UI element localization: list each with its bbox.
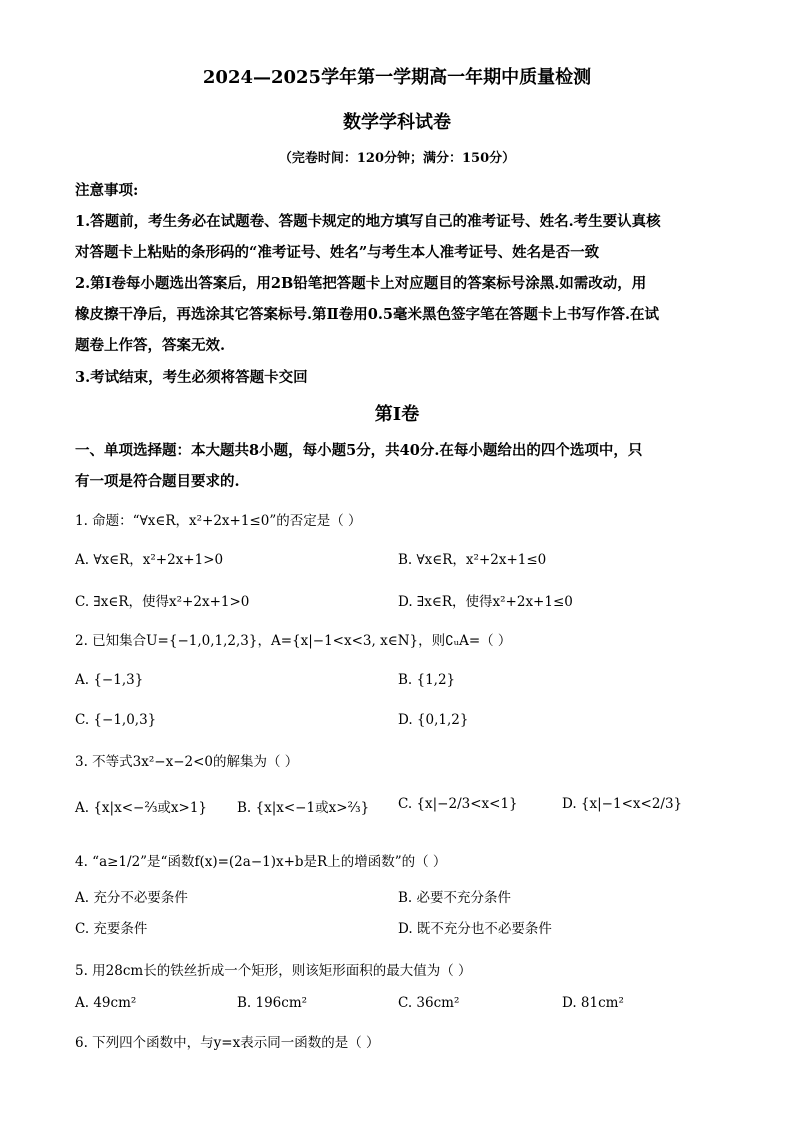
notice-item-1-line-2: 对答题卡上粘贴的条形码的“准考证号、姓名”与考生本人准考证号、姓名是否一致 <box>75 244 600 261</box>
question-5-option-a: A. 49cm² <box>75 995 137 1011</box>
notice-heading: 注意事项: <box>75 182 139 199</box>
time-info: （完卷时间：120分钟；满分：150分） <box>278 151 516 166</box>
question-4-option-a: A. 充分不必要条件 <box>75 890 188 906</box>
question-1-stem: 1. 命题：“∀x∈R，x²+2x+1≤0”的否定是（ ） <box>75 513 362 529</box>
question-2-option-b: B. {1,2} <box>398 672 456 688</box>
section-intro-line-1: 一、单项选择题：本大题共8小题，每小题5分，共40分.在每小题给出的四个选项中，只 <box>75 442 643 459</box>
exam-subtitle: 数学学科试卷 <box>343 112 451 133</box>
question-4-stem: 4. “a≥1/2”是“函数f(x)=(2a−1)x+b是R上的增函数”的（ ） <box>75 854 447 870</box>
question-3-option-b: B. {x|x<−1或x>⅔} <box>237 800 370 816</box>
question-1-option-d: D. ∃x∈R，使得x²+2x+1≤0 <box>398 594 573 610</box>
question-2-stem: 2. 已知集合U={−1,0,1,2,3}，A={x|−1<x<3, x∈N}，则∁ᵤA=（ ） <box>75 633 512 649</box>
notice-item-1-line-1: 1.答题前，考生务必在试题卷、答题卡规定的地方填写自己的准考证号、姓名.考生要认真核 <box>75 213 661 230</box>
question-6-stem: 6. 下列四个函数中，与y=x表示同一函数的是（ ） <box>75 1035 380 1051</box>
question-2-option-c: C. {−1,0,3} <box>75 712 157 728</box>
question-5-stem: 5. 用28cm长的铁丝折成一个矩形，则该矩形面积的最大值为（ ） <box>75 963 472 979</box>
question-4-option-d: D. 既不充分也不必要条件 <box>398 921 552 937</box>
question-5-option-b: B. 196cm² <box>237 995 308 1011</box>
question-3-option-a: A. {x|x<−⅔或x>1} <box>75 800 208 816</box>
question-2-option-a: A. {−1,3} <box>75 672 144 688</box>
notice-item-3: 3.考试结束，考生必须将答题卡交回 <box>75 369 308 386</box>
question-1-option-b: B. ∀x∈R，x²+2x+1≤0 <box>398 552 547 568</box>
notice-item-2-line-3: 题卷上作答，答案无效. <box>75 337 226 354</box>
notice-item-2-line-1: 2.第Ⅰ卷每小题选出答案后，用2B铅笔把答题卡上对应题目的答案标号涂黑.如需改动，用 <box>75 275 647 292</box>
section-title: 第Ⅰ卷 <box>374 404 420 425</box>
notice-item-2-line-2: 橡皮擦干净后，再选涂其它答案标号.第Ⅱ卷用0.5毫米黑色签字笔在答题卡上书写作答.在试 <box>75 306 660 323</box>
section-intro-line-2: 有一项是符合题目要求的. <box>75 473 240 490</box>
question-3-option-d: D. {x|−1<x<2/3} <box>562 796 683 812</box>
question-3-stem: 3. 不等式3x²−x−2<0的解集为（ ） <box>75 754 299 770</box>
question-1-option-c: C. ∃x∈R，使得x²+2x+1>0 <box>75 594 250 610</box>
question-4-option-b: B. 必要不充分条件 <box>398 890 512 906</box>
question-3-option-c: C. {x|−2/3<x<1} <box>398 796 518 812</box>
question-2-option-d: D. {0,1,2} <box>398 712 469 728</box>
question-1-option-a: A. ∀x∈R，x²+2x+1>0 <box>75 552 224 568</box>
exam-title: 2024—2025学年第一学期高一年期中质量检测 <box>202 67 592 88</box>
question-5-option-d: D. 81cm² <box>562 995 624 1011</box>
question-5-option-c: C. 36cm² <box>398 995 460 1011</box>
question-4-option-c: C. 充要条件 <box>75 921 148 937</box>
